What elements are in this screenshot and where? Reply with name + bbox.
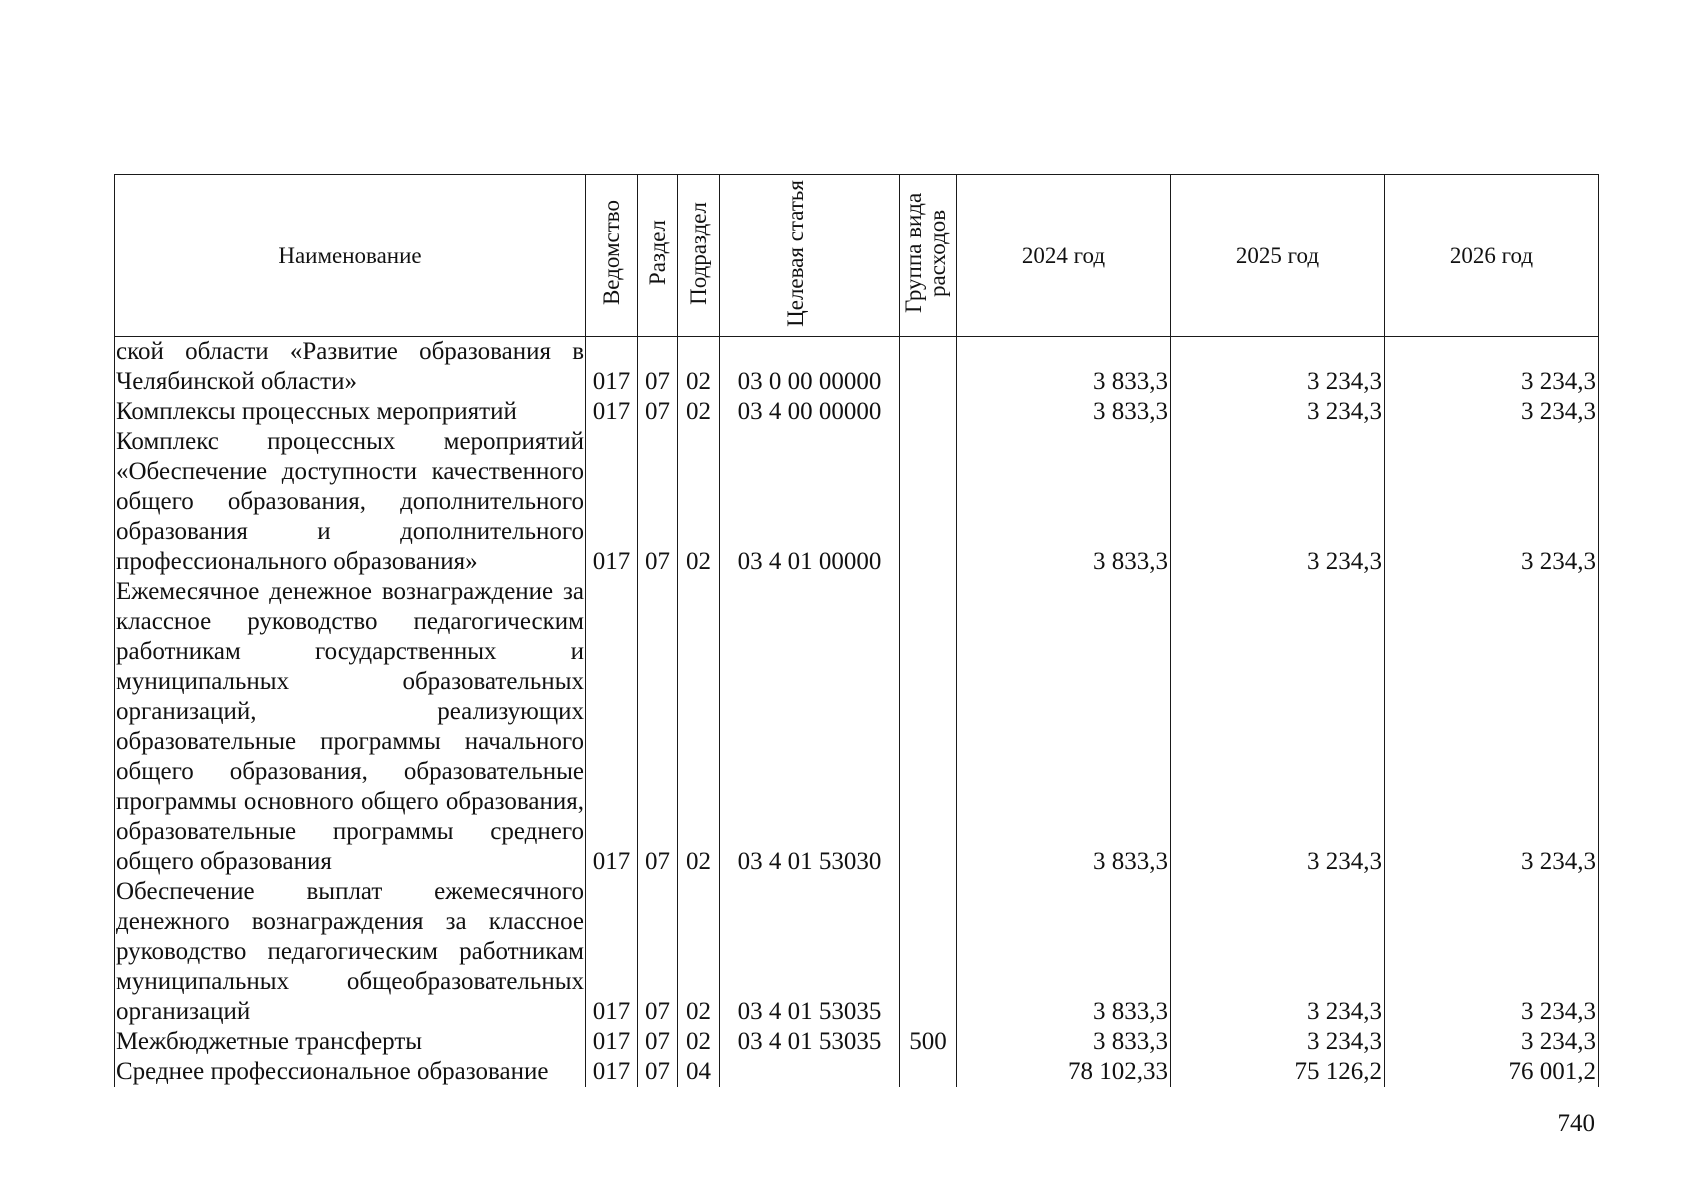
cell-y2024: 3 833,3 bbox=[957, 1027, 1171, 1057]
cell-dept: 017 bbox=[586, 1057, 638, 1087]
table-row bbox=[115, 1057, 1599, 1087]
cell-name: Среднее профессиональное образование bbox=[115, 1057, 586, 1087]
cell-name: Комплексы процессных мероприятий bbox=[115, 397, 586, 427]
header-dept: Ведомство bbox=[586, 175, 638, 337]
cell-section: 07 bbox=[638, 397, 678, 427]
header-name: Наименование bbox=[115, 175, 586, 337]
cell-y2025: 3 234,3 bbox=[1171, 337, 1385, 398]
cell-dept: 017 bbox=[586, 427, 638, 577]
cell-y2025: 3 234,3 bbox=[1171, 397, 1385, 427]
cell-subsection: 02 bbox=[678, 877, 720, 1027]
cell-target: 03 4 01 53030 bbox=[720, 577, 900, 877]
cell-section: 07 bbox=[638, 577, 678, 877]
header-2026: 2026 год bbox=[1385, 175, 1599, 337]
table-header-row bbox=[115, 175, 1599, 337]
header-subsection: Подраздел bbox=[678, 175, 720, 337]
header-2024: 2024 год bbox=[957, 175, 1171, 337]
cell-name: Комплекс процессных мероприятий «Обеспечение доступности качественного общего образования, дополнительного образования и дополнительного профессионального образования» bbox=[116, 428, 584, 575]
cell-y2025: 3 234,3 bbox=[1171, 577, 1385, 877]
cell-group bbox=[900, 877, 957, 1027]
cell-y2024: 3 833,3 bbox=[957, 427, 1171, 577]
cell-section: 07 bbox=[638, 337, 678, 398]
cell-y2024: 3 833,3 bbox=[957, 577, 1171, 877]
cell-name: ской области «Развитие образования в Челябинской области» bbox=[116, 338, 584, 395]
header-section: Раздел bbox=[638, 175, 678, 337]
cell-y2025: 3 234,3 bbox=[1171, 1027, 1385, 1057]
header-group: Группа вида расходов bbox=[900, 175, 957, 337]
cell-subsection: 02 bbox=[678, 397, 720, 427]
cell-subsection: 04 bbox=[678, 1057, 720, 1087]
cell-y2026: 3 234,3 bbox=[1385, 427, 1599, 577]
cell-y2025: 75 126,2 bbox=[1171, 1057, 1385, 1087]
cell-dept: 017 bbox=[586, 1027, 638, 1057]
cell-y2026: 3 234,3 bbox=[1385, 877, 1599, 1027]
cell-target: 03 4 01 53035 bbox=[720, 1027, 900, 1057]
cell-subsection: 02 bbox=[678, 1027, 720, 1057]
cell-name: Ежемесячное денежное вознаграждение за классное руководство педагогическим работникам государственных и муниципальных образовательных организаций, реализующих образовательные программы начального общего образования, образовательные программы основного общего образования, образовательные программы среднего общего образования bbox=[116, 578, 584, 875]
cell-target: 03 4 01 53035 bbox=[720, 877, 900, 1027]
cell-group bbox=[900, 427, 957, 577]
cell-section: 07 bbox=[638, 1027, 678, 1057]
cell-y2024: 3 833,3 bbox=[957, 337, 1171, 398]
table-row bbox=[115, 337, 1599, 398]
cell-target: 03 0 00 00000 bbox=[720, 337, 900, 398]
cell-y2024: 78 102,33 bbox=[957, 1057, 1171, 1087]
cell-dept: 017 bbox=[586, 877, 638, 1027]
table-row bbox=[115, 427, 1599, 577]
table-row bbox=[115, 577, 1599, 877]
cell-y2025: 3 234,3 bbox=[1171, 877, 1385, 1027]
cell-dept: 017 bbox=[586, 577, 638, 877]
cell-target bbox=[720, 1057, 900, 1087]
cell-y2024: 3 833,3 bbox=[957, 397, 1171, 427]
cell-y2026: 3 234,3 bbox=[1385, 337, 1599, 398]
header-2025: 2025 год bbox=[1171, 175, 1385, 337]
cell-target: 03 4 00 00000 bbox=[720, 397, 900, 427]
table-row bbox=[115, 397, 1599, 427]
cell-subsection: 02 bbox=[678, 427, 720, 577]
cell-group: 500 bbox=[900, 1027, 957, 1057]
table-row bbox=[115, 1027, 1599, 1057]
cell-group bbox=[900, 337, 957, 398]
cell-y2026: 3 234,3 bbox=[1385, 397, 1599, 427]
table-body bbox=[115, 337, 1599, 1088]
page-number: 740 bbox=[1557, 1110, 1595, 1137]
cell-section: 07 bbox=[638, 1057, 678, 1087]
cell-dept: 017 bbox=[586, 337, 638, 398]
cell-section: 07 bbox=[638, 877, 678, 1027]
cell-y2024: 3 833,3 bbox=[957, 877, 1171, 1027]
cell-group bbox=[900, 577, 957, 877]
cell-name: Межбюджетные трансферты bbox=[115, 1027, 586, 1057]
cell-group bbox=[900, 1057, 957, 1087]
table-row bbox=[115, 877, 1599, 1027]
cell-target: 03 4 01 00000 bbox=[720, 427, 900, 577]
cell-y2026: 76 001,2 bbox=[1385, 1057, 1599, 1087]
cell-y2026: 3 234,3 bbox=[1385, 1027, 1599, 1057]
cell-name: Обеспечение выплат ежемесячного денежного вознаграждения за классное руководство педагогическим работникам муниципальных общеобразовательных организаций bbox=[116, 878, 584, 1025]
cell-dept: 017 bbox=[586, 397, 638, 427]
cell-subsection: 02 bbox=[678, 577, 720, 877]
cell-y2025: 3 234,3 bbox=[1171, 427, 1385, 577]
cell-subsection: 02 bbox=[678, 337, 720, 398]
header-target: Целевая статья bbox=[720, 175, 900, 337]
cell-section: 07 bbox=[638, 427, 678, 577]
cell-group bbox=[900, 397, 957, 427]
budget-table bbox=[114, 174, 1599, 1087]
cell-y2026: 3 234,3 bbox=[1385, 577, 1599, 877]
